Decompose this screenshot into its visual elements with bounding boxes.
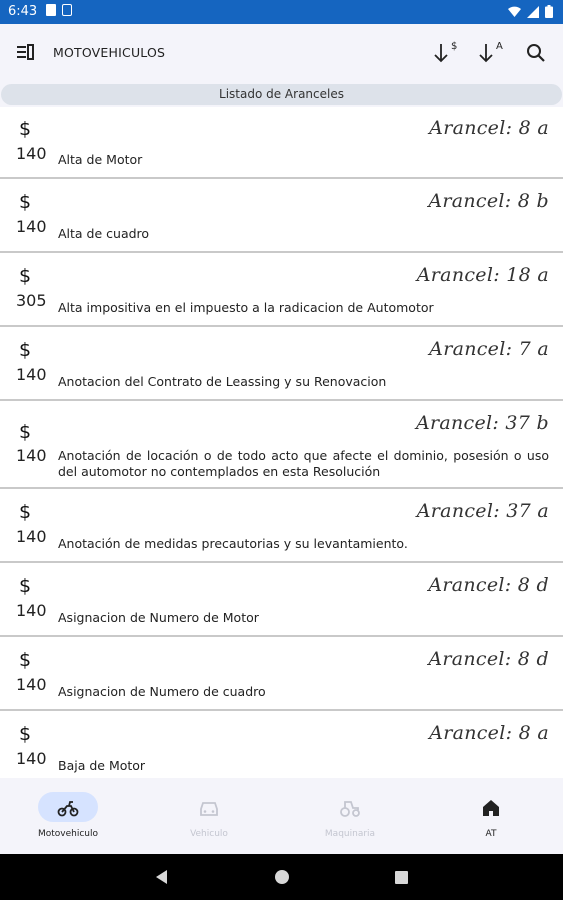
signal-icon <box>527 6 539 18</box>
item-arancel: Arancel: 8 b <box>428 190 549 212</box>
back-icon[interactable] <box>156 870 168 884</box>
notification-icons <box>46 4 72 16</box>
sort-alphabetical-button[interactable] <box>475 38 511 68</box>
tractor-icon <box>339 797 361 819</box>
item-description: Alta impositiva en el impuesto a la radicacion de Automotor <box>58 300 434 315</box>
nav-label: Vehiculo <box>190 829 228 839</box>
arrow-down-icon <box>434 43 448 63</box>
nav-label: AT <box>485 829 497 839</box>
system-icons <box>508 5 553 18</box>
item-arancel: Arancel: 8 a <box>429 722 549 744</box>
item-price: 140 <box>16 446 47 465</box>
item-price: 140 <box>16 217 47 236</box>
status-bar <box>0 0 563 24</box>
car-icon <box>198 797 220 819</box>
currency-symbol: $ <box>19 421 32 443</box>
list-item[interactable] <box>0 401 563 489</box>
battery-icon <box>545 5 553 18</box>
drawer-menu-icon[interactable] <box>14 41 36 63</box>
item-description: Asignacion de Numero de Motor <box>58 610 259 625</box>
app-bar <box>0 24 563 82</box>
sort-alpha-label: A <box>496 41 503 52</box>
item-arancel: Arancel: 8 d <box>428 574 549 596</box>
currency-symbol: $ <box>19 265 32 287</box>
list-item[interactable] <box>0 107 563 179</box>
sim-card-icon <box>46 4 56 16</box>
system-navigation-bar <box>0 854 563 900</box>
list-item[interactable] <box>0 711 563 778</box>
nav-label: Motovehiculo <box>37 829 99 839</box>
item-description: Alta de cuadro <box>58 226 150 241</box>
recent-apps-icon[interactable] <box>395 871 408 884</box>
item-description: Anotacion del Contrato de Leassing y su Renovacion <box>58 374 387 389</box>
nav-tab-at[interactable] <box>423 778 563 854</box>
item-price: 305 <box>16 291 47 310</box>
list-item[interactable] <box>0 489 563 563</box>
item-description: Anotación de locación o de todo acto que afecte el dominio, posesión o uso del automotor no contemplados en esta Resolución <box>58 448 549 479</box>
item-arancel: Arancel: 8 a <box>429 117 549 139</box>
item-price: 140 <box>16 527 47 546</box>
search-icon[interactable] <box>523 40 549 66</box>
item-description: Anotación de medidas precautorias y su levantamiento. <box>58 536 408 551</box>
item-arancel: Arancel: 18 a <box>416 264 549 286</box>
status-time: 6:43 <box>8 4 38 19</box>
nav-tab-maquinaria[interactable] <box>282 778 422 854</box>
arancel-list <box>0 107 563 778</box>
currency-symbol: $ <box>19 575 32 597</box>
app-notification-icon <box>62 4 72 16</box>
arrow-down-icon <box>479 43 493 63</box>
list-item[interactable] <box>0 563 563 637</box>
home-button-icon[interactable] <box>275 870 289 884</box>
item-price: 140 <box>16 675 47 694</box>
item-arancel: Arancel: 37 b <box>415 412 549 434</box>
wifi-icon <box>508 6 521 17</box>
home-icon <box>480 797 502 819</box>
currency-symbol: $ <box>19 191 32 213</box>
currency-symbol: $ <box>19 118 32 140</box>
item-price: 140 <box>16 144 47 163</box>
currency-symbol: $ <box>19 649 32 671</box>
page-title: MOTOVEHICULOS <box>53 45 166 60</box>
motorcycle-icon <box>57 797 79 819</box>
sort-price-label: $ <box>451 41 458 52</box>
nav-tab-vehiculo[interactable] <box>141 778 281 854</box>
item-price: 140 <box>16 749 47 768</box>
item-description: Alta de Motor <box>58 152 143 167</box>
nav-tab-motovehiculo[interactable] <box>0 778 140 854</box>
currency-symbol: $ <box>19 723 32 745</box>
item-arancel: Arancel: 37 a <box>416 500 549 522</box>
section-header: Listado de Aranceles <box>1 84 562 105</box>
list-item[interactable] <box>0 327 563 401</box>
item-description: Baja de Motor <box>58 758 146 773</box>
list-item[interactable] <box>0 637 563 711</box>
list-item[interactable] <box>0 253 563 327</box>
item-arancel: Arancel: 7 a <box>429 338 549 360</box>
item-price: 140 <box>16 601 47 620</box>
bottom-navigation <box>0 778 563 854</box>
item-price: 140 <box>16 365 47 384</box>
currency-symbol: $ <box>19 501 32 523</box>
item-arancel: Arancel: 8 d <box>428 648 549 670</box>
currency-symbol: $ <box>19 339 32 361</box>
list-item[interactable] <box>0 179 563 253</box>
nav-label: Maquinaria <box>324 829 376 839</box>
item-description: Asignacion de Numero de cuadro <box>58 684 266 699</box>
sort-by-price-button[interactable] <box>430 38 466 68</box>
